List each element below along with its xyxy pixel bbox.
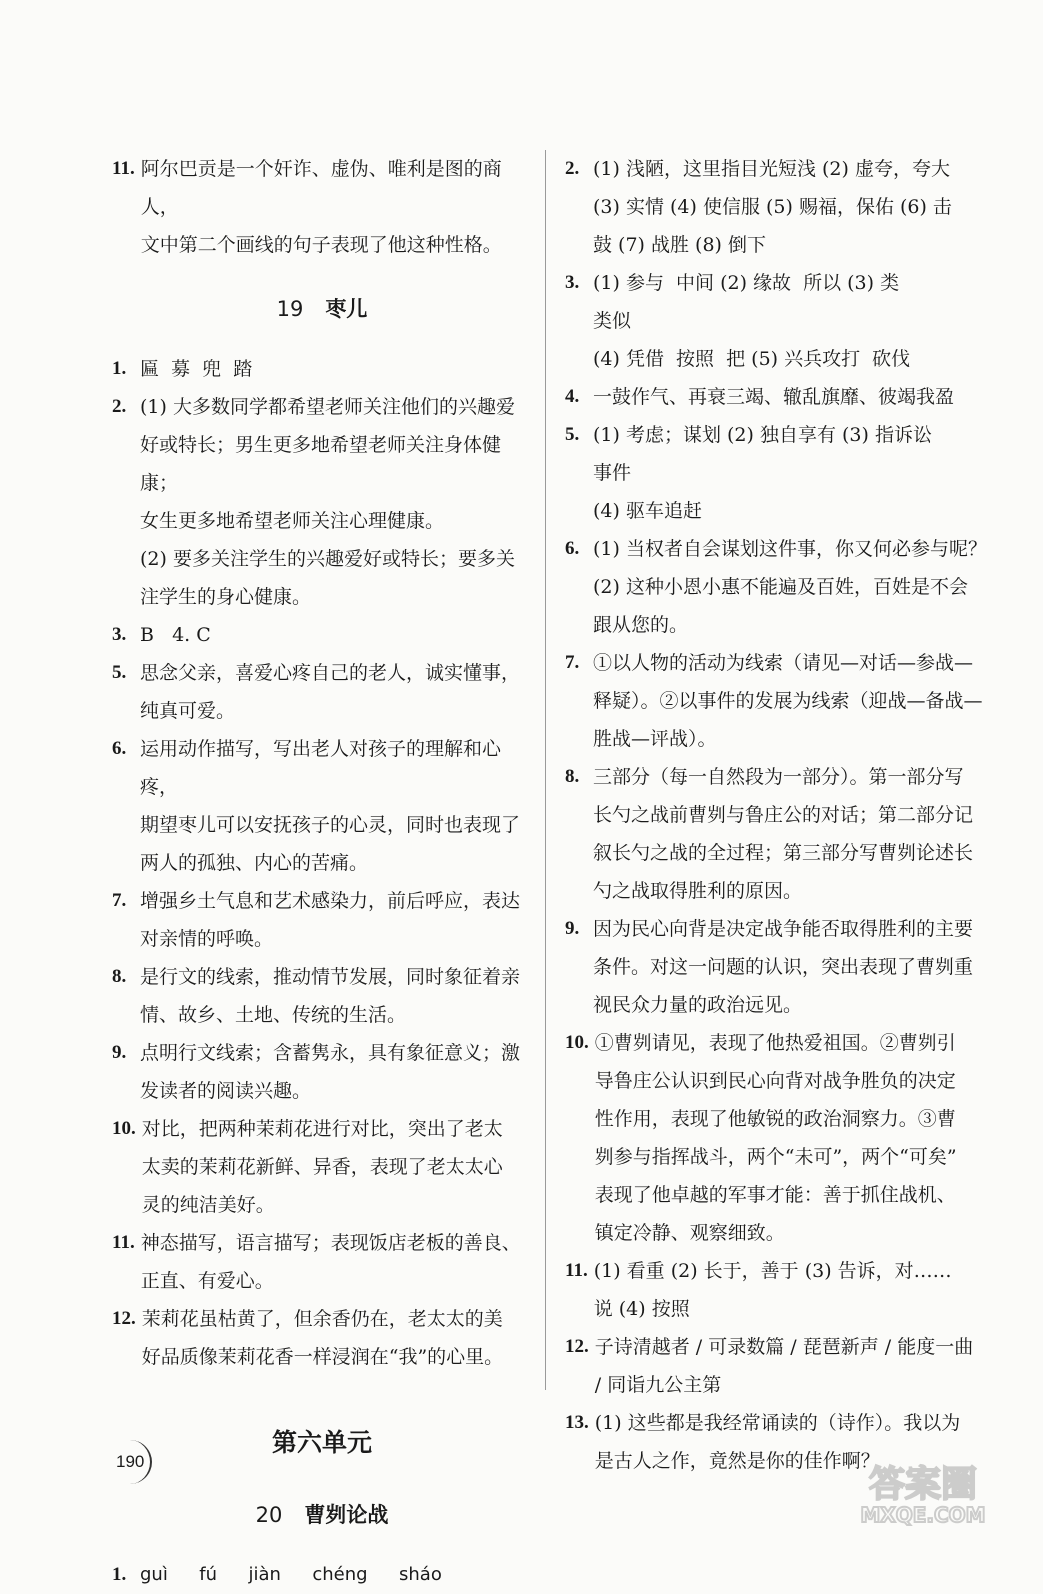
answer-item bbox=[565, 1024, 1000, 1252]
answer-item bbox=[112, 654, 532, 730]
answer-number: 3. bbox=[565, 272, 580, 293]
answer-item bbox=[112, 1556, 532, 1594]
answer-item bbox=[565, 150, 1000, 264]
answer-line: B 4. C bbox=[140, 624, 211, 646]
answer-line: 文中第二个画线的句子表现了他这种性格。 bbox=[140, 234, 502, 256]
answer-number: 11. bbox=[112, 158, 135, 179]
answer-number: 2. bbox=[565, 158, 580, 179]
answer-line: ①以人物的活动为线索（请见—对话—参战— bbox=[593, 652, 974, 674]
answer-number: 9. bbox=[565, 918, 580, 939]
left-column bbox=[112, 150, 532, 1594]
answer-line: 跟从您的。 bbox=[593, 614, 689, 636]
answer-number: 5. bbox=[565, 424, 580, 445]
answer-text bbox=[140, 654, 532, 730]
answer-item bbox=[565, 264, 1000, 378]
answer-number: 8. bbox=[565, 766, 580, 787]
answer-text bbox=[142, 1300, 532, 1376]
watermark-logo bbox=[823, 1458, 1023, 1528]
answer-item bbox=[112, 1224, 532, 1300]
unit-title: 第六单元 bbox=[271, 1428, 372, 1457]
answer-line: 视民众力量的政治远见。 bbox=[593, 994, 803, 1016]
section-name: 曹刿论战 bbox=[304, 1503, 389, 1527]
answer-number: 10. bbox=[565, 1032, 589, 1053]
answer-text bbox=[141, 1224, 532, 1300]
answer-line: 点明行文线索；含蓄隽永，具有象征意义；激 bbox=[140, 1042, 521, 1064]
answer-line: (3) 实情 (4) 使信服 (5) 赐福，保佑 (6) 击 bbox=[593, 196, 952, 218]
answers-block-19 bbox=[112, 350, 532, 1376]
answer-item bbox=[112, 882, 532, 958]
answer-line: (1) 看重 (2) 长于，善于 (3) 告诉，对…… bbox=[593, 1260, 952, 1282]
answer-line: 勺之战取得胜利的原因。 bbox=[593, 880, 803, 902]
answer-text bbox=[140, 388, 532, 616]
answer-line: 匾 募 兜 踏 bbox=[140, 358, 253, 380]
answer-line: 释疑）。②以事件的发展为线索（迎战—备战— bbox=[593, 690, 983, 712]
answer-line: 是行文的线索，推动情节发展，同时象征着亲 bbox=[140, 966, 521, 988]
right-column bbox=[565, 150, 1000, 1480]
answer-item bbox=[112, 958, 532, 1034]
answer-text bbox=[595, 1328, 1000, 1404]
answer-item bbox=[565, 644, 1000, 758]
answer-line: 灵的纯洁美好。 bbox=[141, 1194, 275, 1216]
answer-line: 对比，把两种茉莉花进行对比，突出了老太 bbox=[141, 1118, 503, 1140]
answer-line: 一鼓作气、再衰三竭、辙乱旗靡、彼竭我盈 bbox=[593, 386, 955, 408]
answer-line: (1) 浅陋，这里指目光短浅 (2) 虚夸，夸大 bbox=[593, 158, 950, 180]
answer-line: 鼓 (7) 战胜 (8) 倒下 bbox=[593, 234, 766, 256]
answer-number: 7. bbox=[565, 652, 580, 673]
answer-line: (1) 参与 中间 (2) 缘故 所以 (3) 类 bbox=[593, 272, 900, 294]
answer-line: 两人的孤独、内心的苦痛。 bbox=[140, 852, 369, 874]
answer-item bbox=[112, 1034, 532, 1110]
answer-item bbox=[565, 758, 1000, 910]
answer-line: 发读者的阅读兴趣。 bbox=[140, 1080, 312, 1102]
answer-text bbox=[593, 530, 1000, 644]
answer-line: 长勺之战前曹刿与鲁庄公的对话；第二部分记 bbox=[593, 804, 974, 826]
answer-line: 太卖的茉莉花新鲜、异香，表现了老太太心 bbox=[141, 1156, 503, 1178]
answer-line: 条件。对这一问题的认识，突出表现了曹刿重 bbox=[593, 956, 974, 978]
answer-item bbox=[112, 1300, 532, 1376]
answer-number: 1. bbox=[112, 358, 127, 379]
answer-line: 类似 bbox=[593, 310, 632, 332]
answer-line: 子诗清越者 / 可录数篇 / 琵琶新声 / 能度一曲 bbox=[594, 1336, 974, 1358]
section-number: 20 bbox=[255, 1503, 283, 1527]
answer-text bbox=[140, 958, 532, 1034]
answer-number: 12. bbox=[565, 1336, 589, 1357]
answer-text bbox=[140, 730, 532, 882]
answer-text bbox=[593, 644, 1000, 758]
answer-line: 说 (4) 按照 bbox=[593, 1298, 690, 1320]
answer-number: 10. bbox=[112, 1118, 136, 1139]
answer-text bbox=[593, 910, 1000, 1024]
answer-line: 增强乡土气息和艺术感染力，前后呼应，表达 bbox=[140, 890, 521, 912]
answer-number: 3. bbox=[112, 624, 127, 645]
answer-line: 性作用，表现了他敏锐的政治洞察力。③曹 bbox=[594, 1108, 956, 1130]
answer-item bbox=[112, 388, 532, 616]
column-divider bbox=[545, 150, 546, 1390]
answer-number: 9. bbox=[112, 1042, 127, 1063]
answer-line: 纯真可爱。 bbox=[140, 700, 236, 722]
answer-line: / 同诣九公主第 bbox=[594, 1374, 722, 1396]
answer-line: guì fú jiàn chéng sháo bbox=[140, 1564, 442, 1585]
answer-line: 茉莉花虽枯黄了，但余香仍在，老太太的美 bbox=[141, 1308, 503, 1330]
answer-number: 1. bbox=[112, 1564, 127, 1585]
answer-text bbox=[142, 1110, 532, 1224]
watermark-top-text: 答案圈 bbox=[868, 1464, 978, 1505]
answer-line: 因为民心向背是决定战争能否取得胜利的主要 bbox=[593, 918, 974, 940]
answer-line: 女生更多地希望老师关注心理健康。 bbox=[140, 510, 445, 532]
answer-line: 期望枣儿可以安抚孩子的心灵，同时也表现了 bbox=[140, 814, 521, 836]
answer-line: (1) 考虑；谋划 (2) 独自享有 (3) 指诉讼 bbox=[593, 424, 932, 446]
answer-number: 11. bbox=[112, 1232, 135, 1253]
section-name: 枣儿 bbox=[325, 297, 368, 321]
answer-text bbox=[593, 150, 1000, 264]
answer-line: (1) 当权者自会谋划这件事，你又何必参与呢？ bbox=[593, 538, 987, 560]
answers-block-20 bbox=[112, 1556, 532, 1594]
answer-line: 对亲情的呼唤。 bbox=[140, 928, 274, 950]
answer-text bbox=[595, 1024, 1000, 1252]
answer-line: 好或特长；男生更多地希望老师关注身体健康； bbox=[140, 434, 502, 494]
answer-text bbox=[140, 882, 532, 958]
answer-line: 思念父亲，喜爱心疼自己的老人，诚实懂事， bbox=[140, 662, 521, 684]
answer-line: 镇定冷静、观察细致。 bbox=[594, 1222, 785, 1244]
answers-block-unit5-end bbox=[112, 150, 532, 264]
section-title-19 bbox=[112, 290, 532, 328]
section-title-20 bbox=[112, 1496, 532, 1534]
answer-line: 导鲁庄公认识到民心向背对战争胜负的决定 bbox=[594, 1070, 956, 1092]
answer-text bbox=[593, 264, 1000, 378]
answer-number: 11. bbox=[565, 1260, 588, 1281]
answer-number: 6. bbox=[112, 738, 127, 759]
answer-number: 8. bbox=[112, 966, 127, 987]
answer-item bbox=[565, 530, 1000, 644]
answer-number: 13. bbox=[565, 1412, 589, 1433]
answer-text bbox=[140, 616, 532, 654]
answer-number: 4. bbox=[565, 386, 580, 407]
answer-line: 注学生的身心健康。 bbox=[140, 586, 312, 608]
answer-line: 运用动作描写，写出老人对孩子的理解和心疼， bbox=[140, 738, 502, 798]
answer-item bbox=[565, 416, 1000, 530]
answer-number: 5. bbox=[112, 662, 127, 683]
watermark-bottom-text: MXQE.COM bbox=[860, 1503, 986, 1527]
page-number: 190 bbox=[116, 1452, 145, 1471]
answer-item bbox=[112, 730, 532, 882]
answer-line: 刿参与指挥战斗，两个“未可”，两个“可矣” bbox=[594, 1146, 957, 1168]
section-number: 19 bbox=[276, 297, 304, 321]
answer-line: (2) 要多关注学生的兴趣爱好或特长；要多关 bbox=[140, 548, 515, 570]
answer-text bbox=[594, 1252, 1000, 1328]
answer-line: (1) 大多数同学都希望老师关注他们的兴趣爱 bbox=[140, 396, 515, 418]
answer-item bbox=[112, 616, 532, 654]
answer-text bbox=[593, 758, 1000, 910]
answer-line: 事件 bbox=[593, 462, 632, 484]
answer-line: ①曹刿请见，表现了他热爱祖国。②曹刿引 bbox=[594, 1032, 956, 1054]
answer-text bbox=[140, 1556, 532, 1594]
answer-line: (2) 这种小恩小惠不能遍及百姓，百姓是不会 bbox=[593, 576, 968, 598]
answer-text bbox=[141, 150, 532, 264]
answer-item bbox=[112, 350, 532, 388]
answer-item bbox=[565, 1252, 1000, 1328]
answer-line: 神态描写，语言描写；表现饭店老板的善良、 bbox=[140, 1232, 521, 1254]
answer-line: 胜战—评战）。 bbox=[593, 728, 717, 750]
answer-line: (4) 凭借 按照 把 (5) 兴兵攻打 砍伐 bbox=[593, 348, 911, 370]
answer-line: 是古人之作，竟然是你的佳作啊？ bbox=[594, 1450, 880, 1472]
answer-number: 2. bbox=[112, 396, 127, 417]
answer-line: 表现了他卓越的军事才能：善于抓住战机、 bbox=[594, 1184, 956, 1206]
answer-line: 情、故乡、土地、传统的生活。 bbox=[140, 1004, 407, 1026]
answer-line: 三部分（每一自然段为一部分）。第一部分写 bbox=[593, 766, 964, 788]
answer-item bbox=[112, 150, 532, 264]
answer-line: 阿尔巴贡是一个奸诈、虚伪、唯利是图的商人， bbox=[140, 158, 502, 218]
answer-item bbox=[112, 1110, 532, 1224]
answer-number: 6. bbox=[565, 538, 580, 559]
answer-text bbox=[593, 416, 1000, 530]
answer-text bbox=[140, 1034, 532, 1110]
answer-item bbox=[565, 1328, 1000, 1404]
answer-text bbox=[593, 378, 1000, 416]
answer-line: (1) 这些都是我经常诵读的（诗作）。我以为 bbox=[594, 1412, 961, 1434]
answer-number: 12. bbox=[112, 1308, 136, 1329]
answer-line: (4) 驱车追赶 bbox=[593, 500, 702, 522]
answer-item bbox=[565, 910, 1000, 1024]
answer-number: 7. bbox=[112, 890, 127, 911]
answer-line: 叙长勺之战的全过程；第三部分写曹刿论述长 bbox=[593, 842, 974, 864]
answer-line: 好品质像茉莉花香一样浸润在“我”的心里。 bbox=[141, 1346, 504, 1368]
answer-text bbox=[140, 350, 532, 388]
answer-line: 正直、有爱心。 bbox=[140, 1270, 274, 1292]
answer-item bbox=[565, 378, 1000, 416]
